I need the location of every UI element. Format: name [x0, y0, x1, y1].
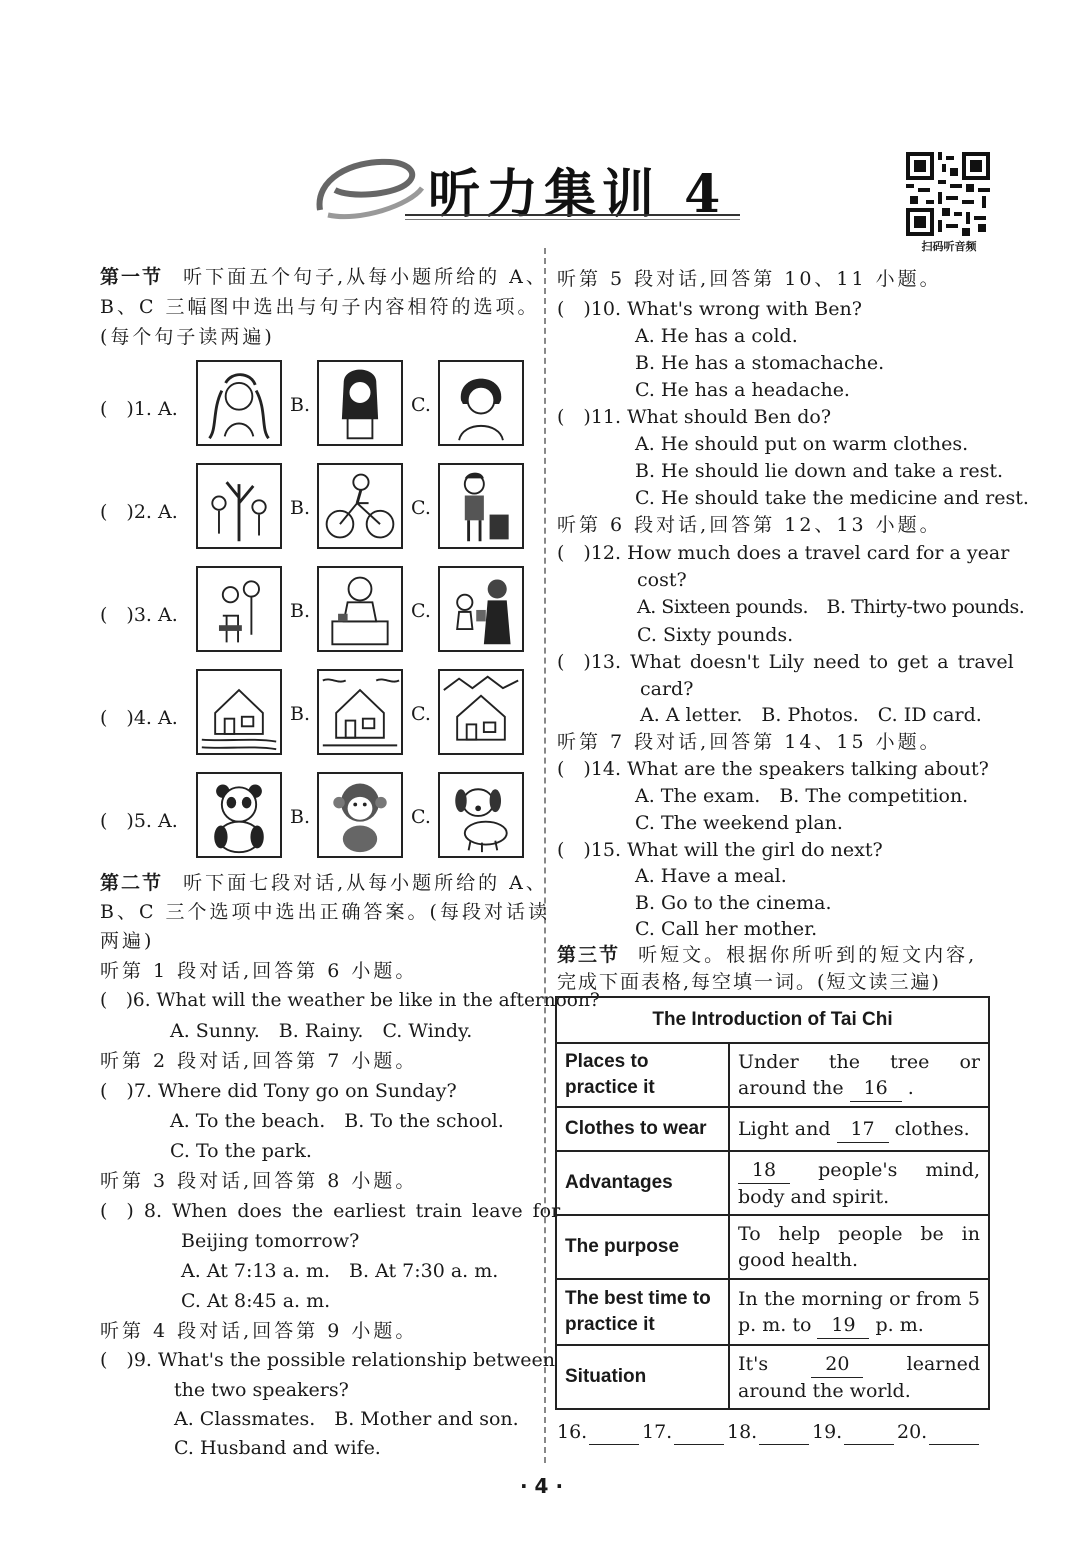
picture-question-2-label[interactable]: ( )2. A.	[100, 501, 178, 523]
planting-trees-picture[interactable]	[196, 463, 282, 549]
question-15-option-a[interactable]: A. Have a meal.	[635, 865, 787, 887]
column-divider	[544, 248, 546, 1463]
table-row-value	[729, 1215, 989, 1279]
question-13[interactable]: ( )13. What doesn't Lily need to get a travel	[557, 651, 1014, 673]
blank-17[interactable]: 17	[837, 1116, 889, 1143]
section3-instruction: 听短文。根据你所听到的短文内容,	[638, 944, 978, 966]
title-underline-thin	[405, 219, 740, 220]
answer-blank-20[interactable]	[929, 1444, 979, 1445]
question-14-options-ab[interactable]: A. The exam. B. The competition.	[635, 785, 969, 807]
question-8-options-ab[interactable]: A. At 7:13 a. m. B. At 7:30 a. m.	[181, 1260, 499, 1282]
question-8-option-c[interactable]: C. At 8:45 a. m.	[181, 1290, 331, 1312]
section2-intro-line2: B、C 三个选项中选出正确答案。(每段对话读	[100, 901, 550, 923]
question-9-options-ab[interactable]: A. Classmates. B. Mother and son.	[174, 1408, 519, 1430]
tai-chi-table	[555, 996, 990, 1410]
dialogue2-heading: 听第 2 段对话,回答第 7 小题。	[100, 1050, 418, 1072]
question-12-option-c[interactable]: C. Sixty pounds.	[637, 624, 794, 646]
section3-intro-line1	[557, 946, 977, 965]
value-text: It's	[738, 1352, 812, 1375]
table-row-header: Places to practice it	[556, 1043, 729, 1107]
question-9-cont: the two speakers?	[174, 1379, 349, 1401]
answer-label-19: 19.	[812, 1421, 843, 1443]
table-row-value	[729, 1151, 989, 1215]
curly-hair-girl-picture[interactable]	[196, 360, 282, 446]
table-row	[556, 1043, 989, 1107]
answer-blank-18[interactable]	[759, 1444, 809, 1445]
option-b-label: B.	[290, 703, 311, 725]
picture-question-3-label[interactable]: ( )3. A.	[100, 604, 178, 626]
picture-question-1-label[interactable]: ( )1. A.	[100, 398, 178, 420]
table-row	[556, 1345, 989, 1409]
section1-heading: 第一节	[100, 266, 164, 288]
question-15-option-b[interactable]: B. Go to the cinema.	[635, 892, 832, 914]
value-text-after: clothes.	[888, 1117, 970, 1140]
section1-instruction: 听下面五个句子,从每小题所给的 A、	[183, 266, 548, 288]
section2-intro-line1	[100, 874, 548, 893]
dialogue7-heading: 听第 7 段对话,回答第 14、15 小题。	[557, 731, 942, 753]
boy-recycling-picture[interactable]	[438, 463, 524, 549]
table-row-value	[729, 1107, 989, 1151]
girl-cooking-picture[interactable]	[317, 566, 403, 652]
section1-intro-line1	[100, 268, 548, 287]
section2-heading: 第二节	[100, 872, 164, 894]
option-c-label: C.	[411, 806, 431, 828]
house-waves-picture[interactable]	[317, 669, 403, 755]
blank-20[interactable]: 20	[811, 1351, 863, 1378]
question-11-option-c[interactable]: C. He should take the medicine and rest.	[635, 487, 1029, 509]
picture-question-5-label[interactable]: ( )5. A.	[100, 810, 178, 832]
option-c-label: C.	[411, 497, 431, 519]
answer-label-16: 16.	[557, 1421, 588, 1443]
long-hair-girl-picture[interactable]	[317, 360, 403, 446]
question-13-cont: card?	[640, 678, 694, 700]
mother-daughter-picture[interactable]	[438, 566, 524, 652]
question-14-option-c[interactable]: C. The weekend plan.	[635, 812, 843, 834]
table-title: The Introduction of Tai Chi	[556, 997, 989, 1043]
question-8[interactable]: ( ) 8. When does the earliest train leave for	[100, 1200, 561, 1222]
answer-label-18: 18.	[727, 1421, 758, 1443]
answer-blank-19[interactable]	[844, 1444, 894, 1445]
option-b-label: B.	[290, 806, 311, 828]
combing-hair-picture[interactable]	[196, 566, 282, 652]
question-11-option-a[interactable]: A. He should put on warm clothes.	[635, 433, 969, 455]
monkey-picture[interactable]	[317, 772, 403, 858]
blank-18[interactable]: 18	[738, 1157, 790, 1184]
section3-intro-line2: 完成下面表格,每空填一词。(短文读三遍)	[557, 971, 941, 993]
question-7-options-ab[interactable]: A. To the beach. B. To the school.	[170, 1110, 504, 1132]
short-hair-woman-picture[interactable]	[438, 360, 524, 446]
qr-caption: 扫码听音频	[921, 240, 977, 253]
option-b-label: B.	[290, 497, 311, 519]
blank-16[interactable]: 16	[850, 1075, 902, 1102]
dialogue6-heading: 听第 6 段对话,回答第 12、13 小题。	[557, 514, 942, 536]
question-11-option-b[interactable]: B. He should lie down and take a rest.	[635, 460, 1004, 482]
panda-picture[interactable]	[196, 772, 282, 858]
page-title: 听力集训 4	[428, 164, 727, 225]
option-c-label: C.	[411, 394, 431, 416]
question-15[interactable]: ( )15. What will the girl do next?	[557, 839, 883, 861]
value-text-after: p. m.	[869, 1313, 924, 1336]
title-underline	[405, 214, 740, 216]
house-river-picture[interactable]	[196, 669, 282, 755]
option-c-label: C.	[411, 703, 431, 725]
table-row	[556, 1215, 989, 1279]
dialogue5-heading: 听第 5 段对话,回答第 10、11 小题。	[557, 268, 942, 290]
question-13-options[interactable]: A. A letter. B. Photos. C. ID card.	[640, 704, 982, 726]
blank-19[interactable]: 19	[817, 1312, 869, 1339]
table-body	[556, 1043, 989, 1409]
table-row	[556, 1151, 989, 1215]
dialogue4-heading: 听第 4 段对话,回答第 9 小题。	[100, 1320, 418, 1342]
question-7-option-c[interactable]: C. To the park.	[170, 1140, 312, 1162]
table-row-value	[729, 1043, 989, 1107]
table-row	[556, 1279, 989, 1345]
dialogue3-heading: 听第 3 段对话,回答第 8 小题。	[100, 1170, 418, 1192]
question-10-option-c[interactable]: C. He has a headache.	[635, 379, 850, 401]
question-7[interactable]: ( )7. Where did Tony go on Sunday?	[100, 1080, 457, 1102]
question-9[interactable]: ( )9. What's the possible relationship between	[100, 1349, 556, 1371]
table-row-header: The purpose	[556, 1215, 729, 1279]
question-10-option-b[interactable]: B. He has a stomachache.	[635, 352, 885, 374]
table-row	[556, 1107, 989, 1151]
answer-blank-17[interactable]	[674, 1444, 724, 1445]
question-12-options-ab[interactable]: A. Sixteen pounds. B. Thirty-two pounds.	[637, 596, 1025, 618]
value-text: Light and	[738, 1117, 837, 1140]
question-10[interactable]: ( )10. What's wrong with Ben?	[557, 298, 862, 320]
question-15-option-c[interactable]: C. Call her mother.	[635, 918, 818, 940]
dialogue1-heading: 听第 1 段对话,回答第 6 小题。	[100, 960, 418, 982]
table-row-value	[729, 1345, 989, 1409]
question-8-cont: Beijing tomorrow?	[181, 1230, 360, 1252]
question-11[interactable]: ( )11. What should Ben do?	[557, 406, 832, 428]
question-12-cont: cost?	[637, 569, 687, 591]
option-b-label: B.	[290, 394, 311, 416]
section1-intro-line2: B、C 三幅图中选出与句子内容相符的选项。	[100, 296, 540, 318]
table-row-header: The best time to practice it	[556, 1279, 729, 1345]
answer-label-20: 20.	[897, 1421, 928, 1443]
table-row-header: Clothes to wear	[556, 1107, 729, 1151]
answer-label-17: 17.	[642, 1421, 673, 1443]
question-14[interactable]: ( )14. What are the speakers talking about?	[557, 758, 989, 780]
value-text-after: people's mind, body and spirit.	[738, 1158, 980, 1208]
answer-blank-16[interactable]	[589, 1444, 639, 1445]
question-6[interactable]: ( )6. What will the weather be like in the afternoon?	[100, 990, 600, 1011]
value-text: Under the tree or around the	[738, 1050, 980, 1099]
question-9-option-c[interactable]: C. Husband and wife.	[174, 1437, 381, 1459]
table-row-value	[729, 1279, 989, 1345]
question-12[interactable]: ( )12. How much does a travel card for a year	[557, 542, 1010, 564]
value-text-after: .	[901, 1076, 914, 1099]
question-6-options[interactable]: A. Sunny. B. Rainy. C. Windy.	[170, 1020, 473, 1042]
option-b-label: B.	[290, 600, 311, 622]
riding-bike-picture[interactable]	[317, 463, 403, 549]
house-mountains-picture[interactable]	[438, 669, 524, 755]
question-10-option-a[interactable]: A. He has a cold.	[635, 325, 798, 347]
value-text: In the morning or from 5 p. m. to	[738, 1287, 980, 1336]
page-number: · 4 ·	[520, 1474, 564, 1498]
section2-instruction: 听下面七段对话,从每小题所给的 A、	[183, 872, 548, 894]
section3-heading: 第三节	[557, 944, 621, 966]
section1-intro-line3: (每个句子读两遍)	[100, 326, 275, 348]
table-row-header: Advantages	[556, 1151, 729, 1215]
option-c-label: C.	[411, 600, 431, 622]
table-row-header: Situation	[556, 1345, 729, 1409]
section2-intro-line3: 两遍)	[100, 930, 155, 952]
value-text-after: learned around the world.	[738, 1352, 980, 1402]
qr-code-icon[interactable]	[906, 152, 990, 236]
title-area	[310, 140, 750, 230]
dog-picture[interactable]	[438, 772, 524, 858]
picture-question-4-label[interactable]: ( )4. A.	[100, 707, 178, 729]
value-text: To help people be in good health.	[738, 1223, 980, 1271]
